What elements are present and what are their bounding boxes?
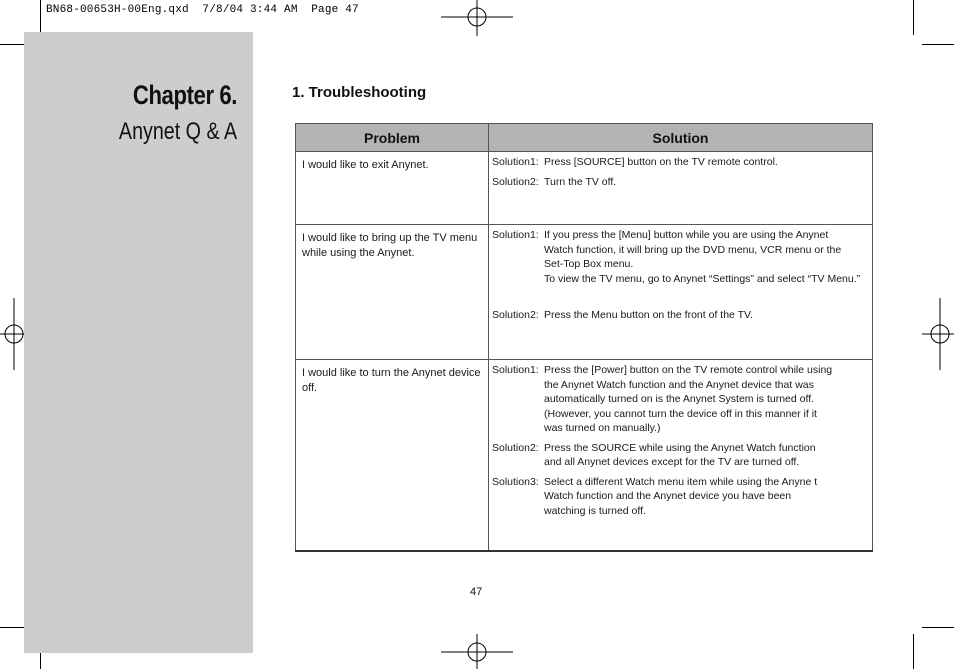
solution-label: Solution3: (492, 475, 539, 488)
solution-item (492, 175, 870, 190)
solution-item (492, 475, 870, 519)
problem-cell: I would like to bring up the TV menu while using the Anynet. (296, 225, 489, 360)
solution-text: Press the SOURCE while using the Anynet Watch function (544, 441, 816, 454)
chapter-sidebar (24, 32, 253, 653)
problem-column-header: Problem (296, 124, 489, 152)
problem-cell: I would like to exit Anynet. (296, 152, 489, 225)
solution-cell (489, 225, 873, 360)
solution-label: Solution1: (492, 364, 539, 376)
table-row (296, 360, 873, 551)
chapter-subtitle: Anynet Q & A (118, 118, 237, 145)
solution-text: Turn the TV off. (544, 175, 617, 188)
crop-mark (913, 634, 914, 669)
solution-item (492, 308, 870, 323)
solution-text: Watch function and the Anynet device you have been (544, 490, 792, 502)
solution-text: Set-Top Box menu. (544, 258, 634, 270)
solution-item (492, 155, 870, 170)
table-header-row (296, 124, 873, 152)
solution-text: watching is turned off. (544, 504, 646, 517)
solution-text: Select a different Watch menu item while using the Anyne t (544, 475, 818, 488)
chapter-title: Chapter 6. (132, 80, 237, 110)
solution-text: was turned on manually.) (544, 422, 661, 434)
solution-label: Solution1: (492, 156, 539, 168)
print-slug: BN68-00653H-00Eng.qxd 7/8/04 3:44 AM Page 47 (46, 4, 359, 16)
problem-cell: I would like to turn the Anynet device off. (296, 360, 489, 551)
solution-text: To view the TV menu, go to Anynet “Settings” and select “TV Menu.” (544, 272, 861, 285)
solution-label: Solution2: (492, 441, 539, 454)
solution-text: Watch function, it will bring up the DVD menu, VCR menu or the (544, 243, 842, 256)
section-title: 1. Troubleshooting (292, 84, 427, 101)
table-row (296, 225, 873, 360)
crop-mark (922, 44, 954, 45)
solution-item (492, 441, 870, 470)
solution-label: Solution2: (492, 175, 539, 188)
troubleshooting-table (295, 123, 873, 552)
solution-item (492, 228, 870, 286)
solution-column-header: Solution (489, 124, 873, 152)
page-number: 47 (470, 586, 483, 598)
table-row (296, 152, 873, 225)
registration-mark-icon (441, 634, 513, 669)
solution-cell (489, 152, 873, 225)
solution-text: (However, you cannot turn the device off in this manner if it (544, 407, 817, 420)
solution-text: and all Anynet devices except for the TV are turned off. (544, 456, 800, 468)
solution-text: If you press the [Menu] button while you are using the Anynet (544, 229, 829, 241)
solution-text: the Anynet Watch function and the Anynet device that was (544, 378, 814, 391)
crop-mark (913, 0, 914, 35)
registration-mark-icon (441, 0, 513, 36)
solution-label: Solution2: (492, 309, 539, 321)
solution-text: automatically turned on is the Anynet System is turned off. (544, 393, 815, 405)
solution-text: Press the [Power] button on the TV remote control while using (544, 364, 833, 376)
solution-item (492, 363, 870, 436)
solution-label: Solution1: (492, 229, 539, 241)
crop-mark (922, 627, 954, 628)
solution-text: Press the Menu button on the front of the TV. (544, 309, 753, 321)
solution-text: Press [SOURCE] button on the TV remote control. (544, 156, 778, 168)
solution-cell (489, 360, 873, 551)
registration-mark-icon (922, 298, 954, 370)
